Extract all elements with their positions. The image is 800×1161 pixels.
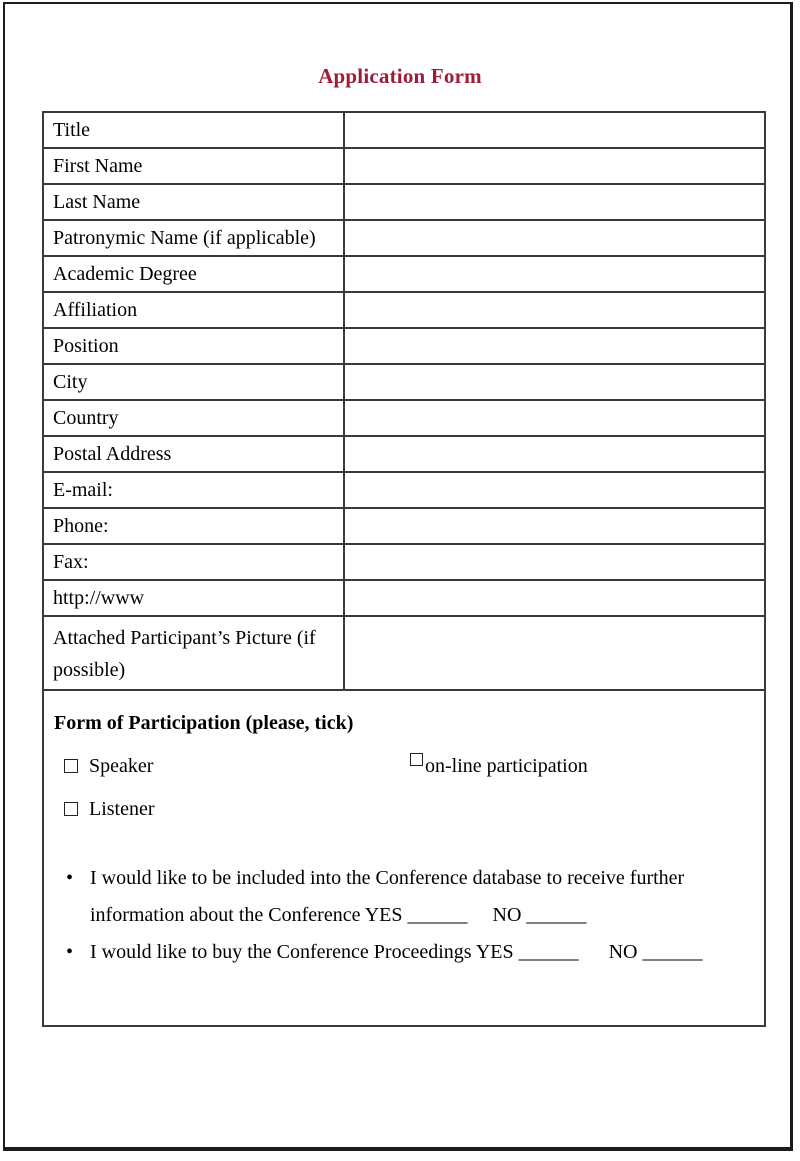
online-participation-label: on-line participation [425,755,588,777]
table-row [43,112,765,148]
bullet-icon: • [66,867,74,889]
table-row [43,616,765,690]
field-value-cell[interactable] [344,148,765,184]
table-row [43,580,765,616]
bullet-list [44,860,764,971]
table-row [43,220,765,256]
table-row [43,436,765,472]
online-participation-checkbox[interactable] [410,753,423,766]
table-row [43,328,765,364]
table-row [43,292,765,328]
bullet-line: I would like to buy the Conference Proceedings YES ______ NO ______ [90,941,703,963]
field-label: City [43,364,344,400]
field-value-cell[interactable] [344,364,765,400]
field-value-cell[interactable] [344,508,765,544]
field-value-cell[interactable] [344,616,765,690]
table-body [43,112,765,690]
option-online-participation [410,753,588,779]
table-row [43,400,765,436]
listener-label: Listener [89,798,155,820]
option-speaker [64,755,153,777]
field-value-cell[interactable] [344,112,765,148]
table-row [43,184,765,220]
field-value-cell[interactable] [344,580,765,616]
field-value-cell[interactable] [344,436,765,472]
field-label: http://www [43,580,344,616]
participation-row-listener [44,796,764,822]
field-label: E-mail: [43,472,344,508]
bullet-buy-proceedings [44,934,764,971]
participation-section-row [43,690,765,1026]
speaker-checkbox[interactable] [64,759,78,773]
field-value-cell[interactable] [344,472,765,508]
field-label: Affiliation [43,292,344,328]
field-label: Country [43,400,344,436]
field-label: Fax: [43,544,344,580]
option-listener [64,798,155,820]
application-form-table [42,111,766,1027]
field-label: Attached Participant’s Picture (if possible) [43,616,344,690]
field-label: Academic Degree [43,256,344,292]
table-row [43,472,765,508]
field-value-cell[interactable] [344,220,765,256]
field-value-cell[interactable] [344,400,765,436]
field-value-cell[interactable] [344,256,765,292]
field-label: Patronymic Name (if applicable) [43,220,344,256]
listener-checkbox[interactable] [64,802,78,816]
participation-heading: Form of Participation (please, tick) [54,712,354,734]
bullet-icon: • [66,941,74,963]
field-value-cell[interactable] [344,292,765,328]
field-label: First Name [43,148,344,184]
participation-row-speaker [44,753,764,779]
field-label: Phone: [43,508,344,544]
field-label: Last Name [43,184,344,220]
field-value-cell[interactable] [344,328,765,364]
bullet-line: information about the Conference YES ______ NO ______ [90,904,587,926]
table-row [43,364,765,400]
table-row [43,508,765,544]
bullet-conference-database [44,860,764,934]
speaker-label: Speaker [89,755,154,777]
table-row [43,256,765,292]
field-label: Postal Address [43,436,344,472]
bullet-line: I would like to be included into the Conference database to receive further [90,867,685,889]
table-row [43,544,765,580]
field-value-cell[interactable] [344,544,765,580]
field-label: Title [43,112,344,148]
field-label: Position [43,328,344,364]
page-title: Application Form [318,64,482,88]
table-row [43,148,765,184]
field-value-cell[interactable] [344,184,765,220]
participation-section [43,690,765,1026]
